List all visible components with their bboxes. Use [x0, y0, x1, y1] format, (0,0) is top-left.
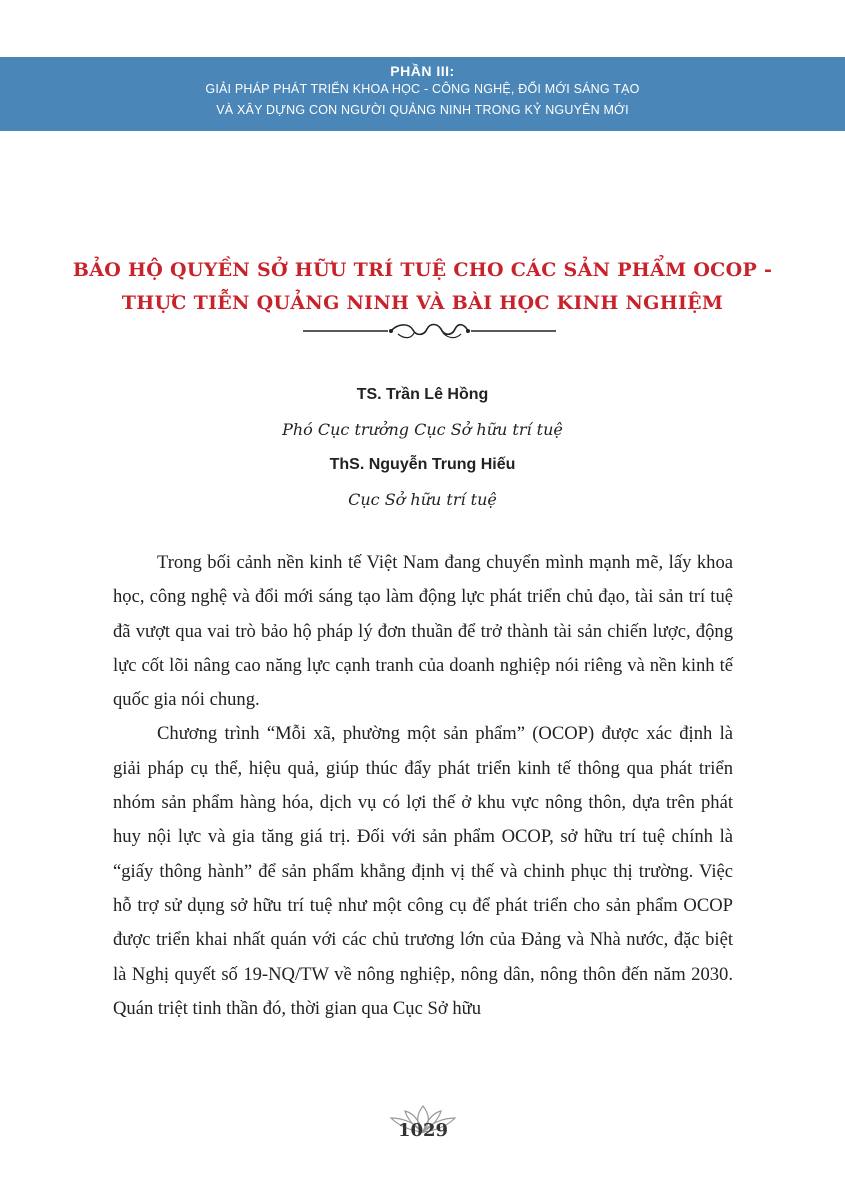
part-subtitle-line-1: GIẢI PHÁP PHÁT TRIỂN KHOA HỌC - CÔNG NGHỆ, ĐỔI MỚI SÁNG TẠO — [205, 82, 640, 96]
page-number: 1029 — [397, 1120, 449, 1141]
section-header-band — [0, 57, 845, 131]
part-subtitle-line-2: VÀ XÂY DỰNG CON NGƯỜI QUẢNG NINH TRONG KỶ NGUYÊN MỚI — [216, 103, 629, 117]
paragraph-1: Trong bối cảnh nền kinh tế Việt Nam đang chuyển mình mạnh mẽ, lấy khoa học, công nghệ và đổi mới sáng tạo làm động lực phát triển chủ đạo, tài sản trí tuệ đã vượt qua vai trò bảo hộ pháp lý đơn thuần để trở thành tài sản chiến lược, động lực cốt lõi nâng cao năng lực cạnh tranh của doanh nghiệp nói riêng và nền kinh tế quốc gia nói chung. — [113, 552, 733, 711]
part-label: PHẦN III: — [390, 63, 455, 79]
article-title-line-1: BẢO HỘ QUYỀN SỞ HỮU TRÍ TUỆ CHO CÁC SẢN PHẨM OCOP - — [72, 259, 773, 281]
article-title — [60, 254, 785, 320]
author-role-2: Cục Sở hữu trí tuệ — [348, 490, 497, 509]
article-title-line-2: THỰC TIỄN QUẢNG NINH VÀ BÀI HỌC KINH NGHIỆM — [121, 292, 724, 314]
author-name-1: TS. Trần Lê Hồng — [356, 386, 489, 403]
article-body — [113, 546, 733, 1026]
title-divider-ornament-icon — [303, 320, 556, 342]
paragraph-2: Chương trình “Mỗi xã, phường một sản phẩm” (OCOP) được xác định là giải pháp cụ thể, hiệu quả, giúp thúc đẩy phát triển kinh tế thông qua phát triển nhóm sản phẩm hàng hóa, dịch vụ có lợi thế ở khu vực nông thôn, dựa trên phát huy nội lực và gia tăng giá trị. Đối với sản phẩm OCOP, sở hữu trí tuệ chính là “giấy thông hành” để sản phẩm khẳng định vị thế và chinh phục thị trường. Việc hỗ trợ sử dụng sở hữu trí tuệ như một công cụ để phát triển cho sản phẩm OCOP được triển khai nhất quán với các chủ trương lớn của Đảng và Nhà nước, đặc biệt là Nghị quyết số 19-NQ/TW về nông nghiệp, nông dân, nông thôn đến năm 2030. Quán triệt tinh thần đó, thời gian qua Cục Sở hữu — [113, 723, 733, 1019]
author-name-2: ThS. Nguyễn Trung Hiếu — [329, 456, 516, 473]
author-role-1: Phó Cục trưởng Cục Sở hữu trí tuệ — [282, 420, 563, 439]
authors-block — [0, 377, 845, 517]
